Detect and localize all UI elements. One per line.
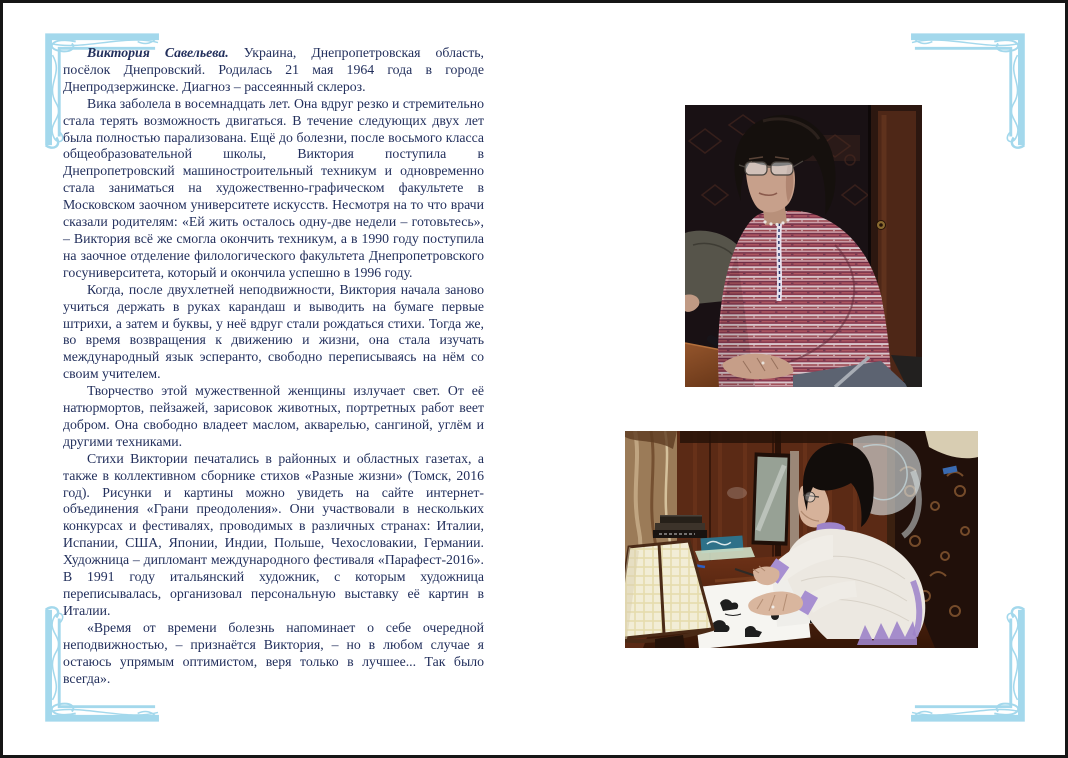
bio-paragraph: Творчество этой мужественной женщины излучает свет. От её натюрмортов, пейзажей, зарисовок животных, портретных работ веет добром. Она свободно владеет маслом, акварелью, сангиной, углём и другими техниками. xyxy=(63,383,484,449)
bio-text xyxy=(63,45,484,687)
photo-portrait xyxy=(685,105,922,387)
bio-paragraph-intro xyxy=(63,45,484,96)
bio-paragraph: Вика заболела в восемнадцать лет. Она вдруг резко и стремительно стала терять возможность двигаться. В течение следующих двух лет была полностью парализована. Ещё до болезни, после восьмого класса общеобразовательной школы, Виктория поступила в Днепропетровский машиностроительный техникум и одновременно стала заниматься на художественно-графическом факультете в Московском заочном университете искусств. Несмотря на то что врачи сказали родителям: «Ей жить осталось одну-две недели – готовьтесь», – Виктория всё же смогла окончить техникум, а в 1990 году поступила на заочное отделение филологического факультета Днепропетровского госуниверситета, который и окончила успешно в 1996 году. xyxy=(63,95,484,280)
bio-paragraph: «Время от времени болезнь напоминает о себе очередной неподвижностью, – признаётся Виктория, – но в любом случае я остаюсь упрямым оптимистом, веря только в лучшее... Так было всегда». xyxy=(63,619,484,686)
person-name: Виктория Савельева. xyxy=(87,45,229,60)
photo-drawing xyxy=(625,431,978,648)
bio-paragraph: Когда, после двухлетней неподвижности, Виктория начала заново учиться держать в руках карандаш и выводить на бумаге первые штрихи, а затем и буквы, у неё вдруг стали рождаться стихи. Тогда же, во время возвращения к движению и жизни, она стала изучать международный язык эсперанто, свободно переписываясь на нём со своим учителем. xyxy=(63,281,484,382)
bio-paragraph: Стихи Виктории печатались в районных и областных газетах, а также в коллективном сборнике стихов «Разные жизни» (Томск, 2016 год). Рисунки и картины можно увидеть на сайте интернет-объединения «Грани преодоления». Они участвовали в нескольких конкурсах и фестивалях, проводимых в различных странах: Италии, Испании, США, Японии, Индии, Польше, Чехословакии, Германии. Художница – дипломант международного фестиваля «Парафест-2016». В 1991 году итальянский художник, с которым художница переписывалась, организовал персональную выставку её картин в Италии. xyxy=(63,450,484,618)
corner-ornament-top-right xyxy=(909,28,1037,150)
bio-intro-rest: Украина, Днепропетровская область, посёлок Днепровский. Родилась 21 мая 1964 года в городе Днепродзержинске. Диагноз – рассеянный склероз. xyxy=(63,45,484,94)
